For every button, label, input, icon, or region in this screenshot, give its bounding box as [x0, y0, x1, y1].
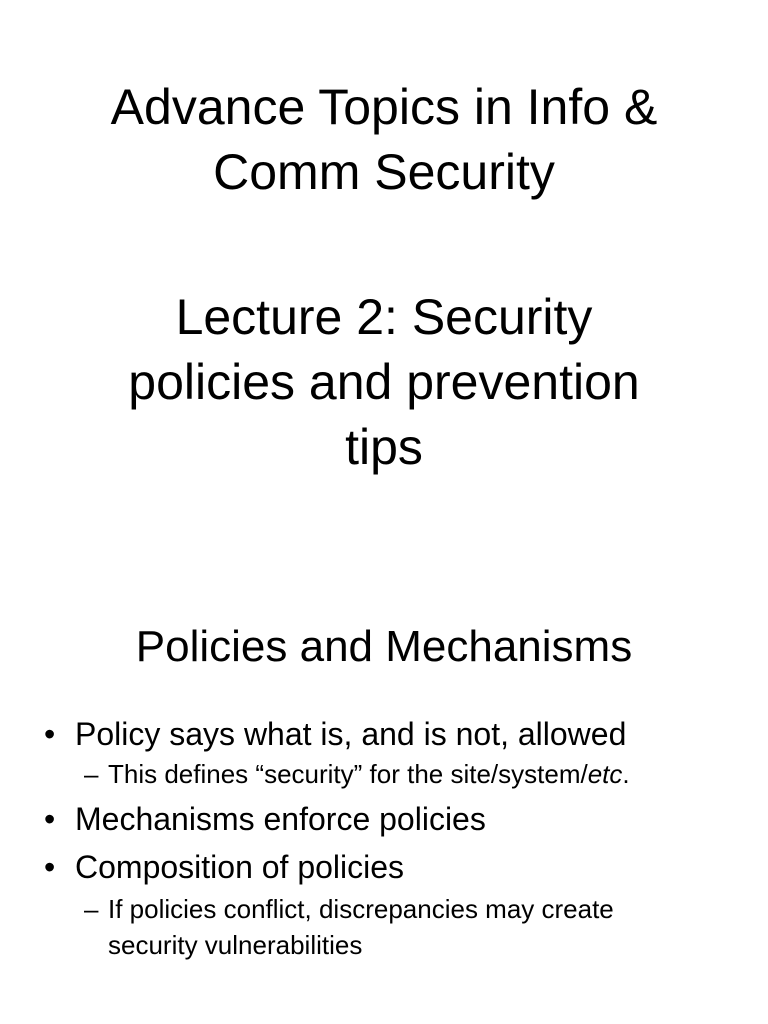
bullet-marker: • [44, 716, 56, 752]
course-title-line-2: Comm Security [213, 144, 555, 200]
bullet-item [0, 848, 768, 886]
course-title-line-1: Advance Topics in Info & [110, 79, 658, 135]
dash-marker: – [84, 894, 99, 924]
dash-marker: – [84, 759, 99, 789]
bullet-text: Mechanisms enforce policies [75, 801, 486, 837]
sub-bullet-text-line-1: If policies conflict, discrepancies may create [108, 894, 614, 924]
bullet-item [0, 715, 768, 753]
bullet-marker: • [44, 849, 56, 885]
lecture-title-line-1: Lecture 2: Security [175, 289, 593, 345]
sub-bullet-italic: etc [587, 759, 623, 789]
bullet-item [0, 800, 768, 838]
sub-bullet-text-line-2: security vulnerabilities [108, 930, 363, 960]
lecture-title [0, 285, 768, 480]
bullet-text: Policy says what is, and is not, allowed [75, 716, 627, 752]
lecture-title-line-2: policies and prevention [128, 354, 640, 410]
sub-bullet-suffix: . [622, 759, 630, 789]
bullet-list [0, 715, 768, 963]
bullet-text: Composition of policies [75, 849, 405, 885]
content-slide [0, 560, 768, 1024]
sub-bullet-item [0, 891, 708, 963]
lecture-title-line-3: tips [345, 419, 423, 475]
bullet-marker: • [44, 801, 56, 837]
course-title [0, 75, 768, 205]
sub-bullet-item [0, 758, 768, 790]
sub-bullet-text: This defines “security” for the site/system/ [108, 759, 588, 789]
slide-title: Policies and Mechanisms [135, 622, 633, 671]
